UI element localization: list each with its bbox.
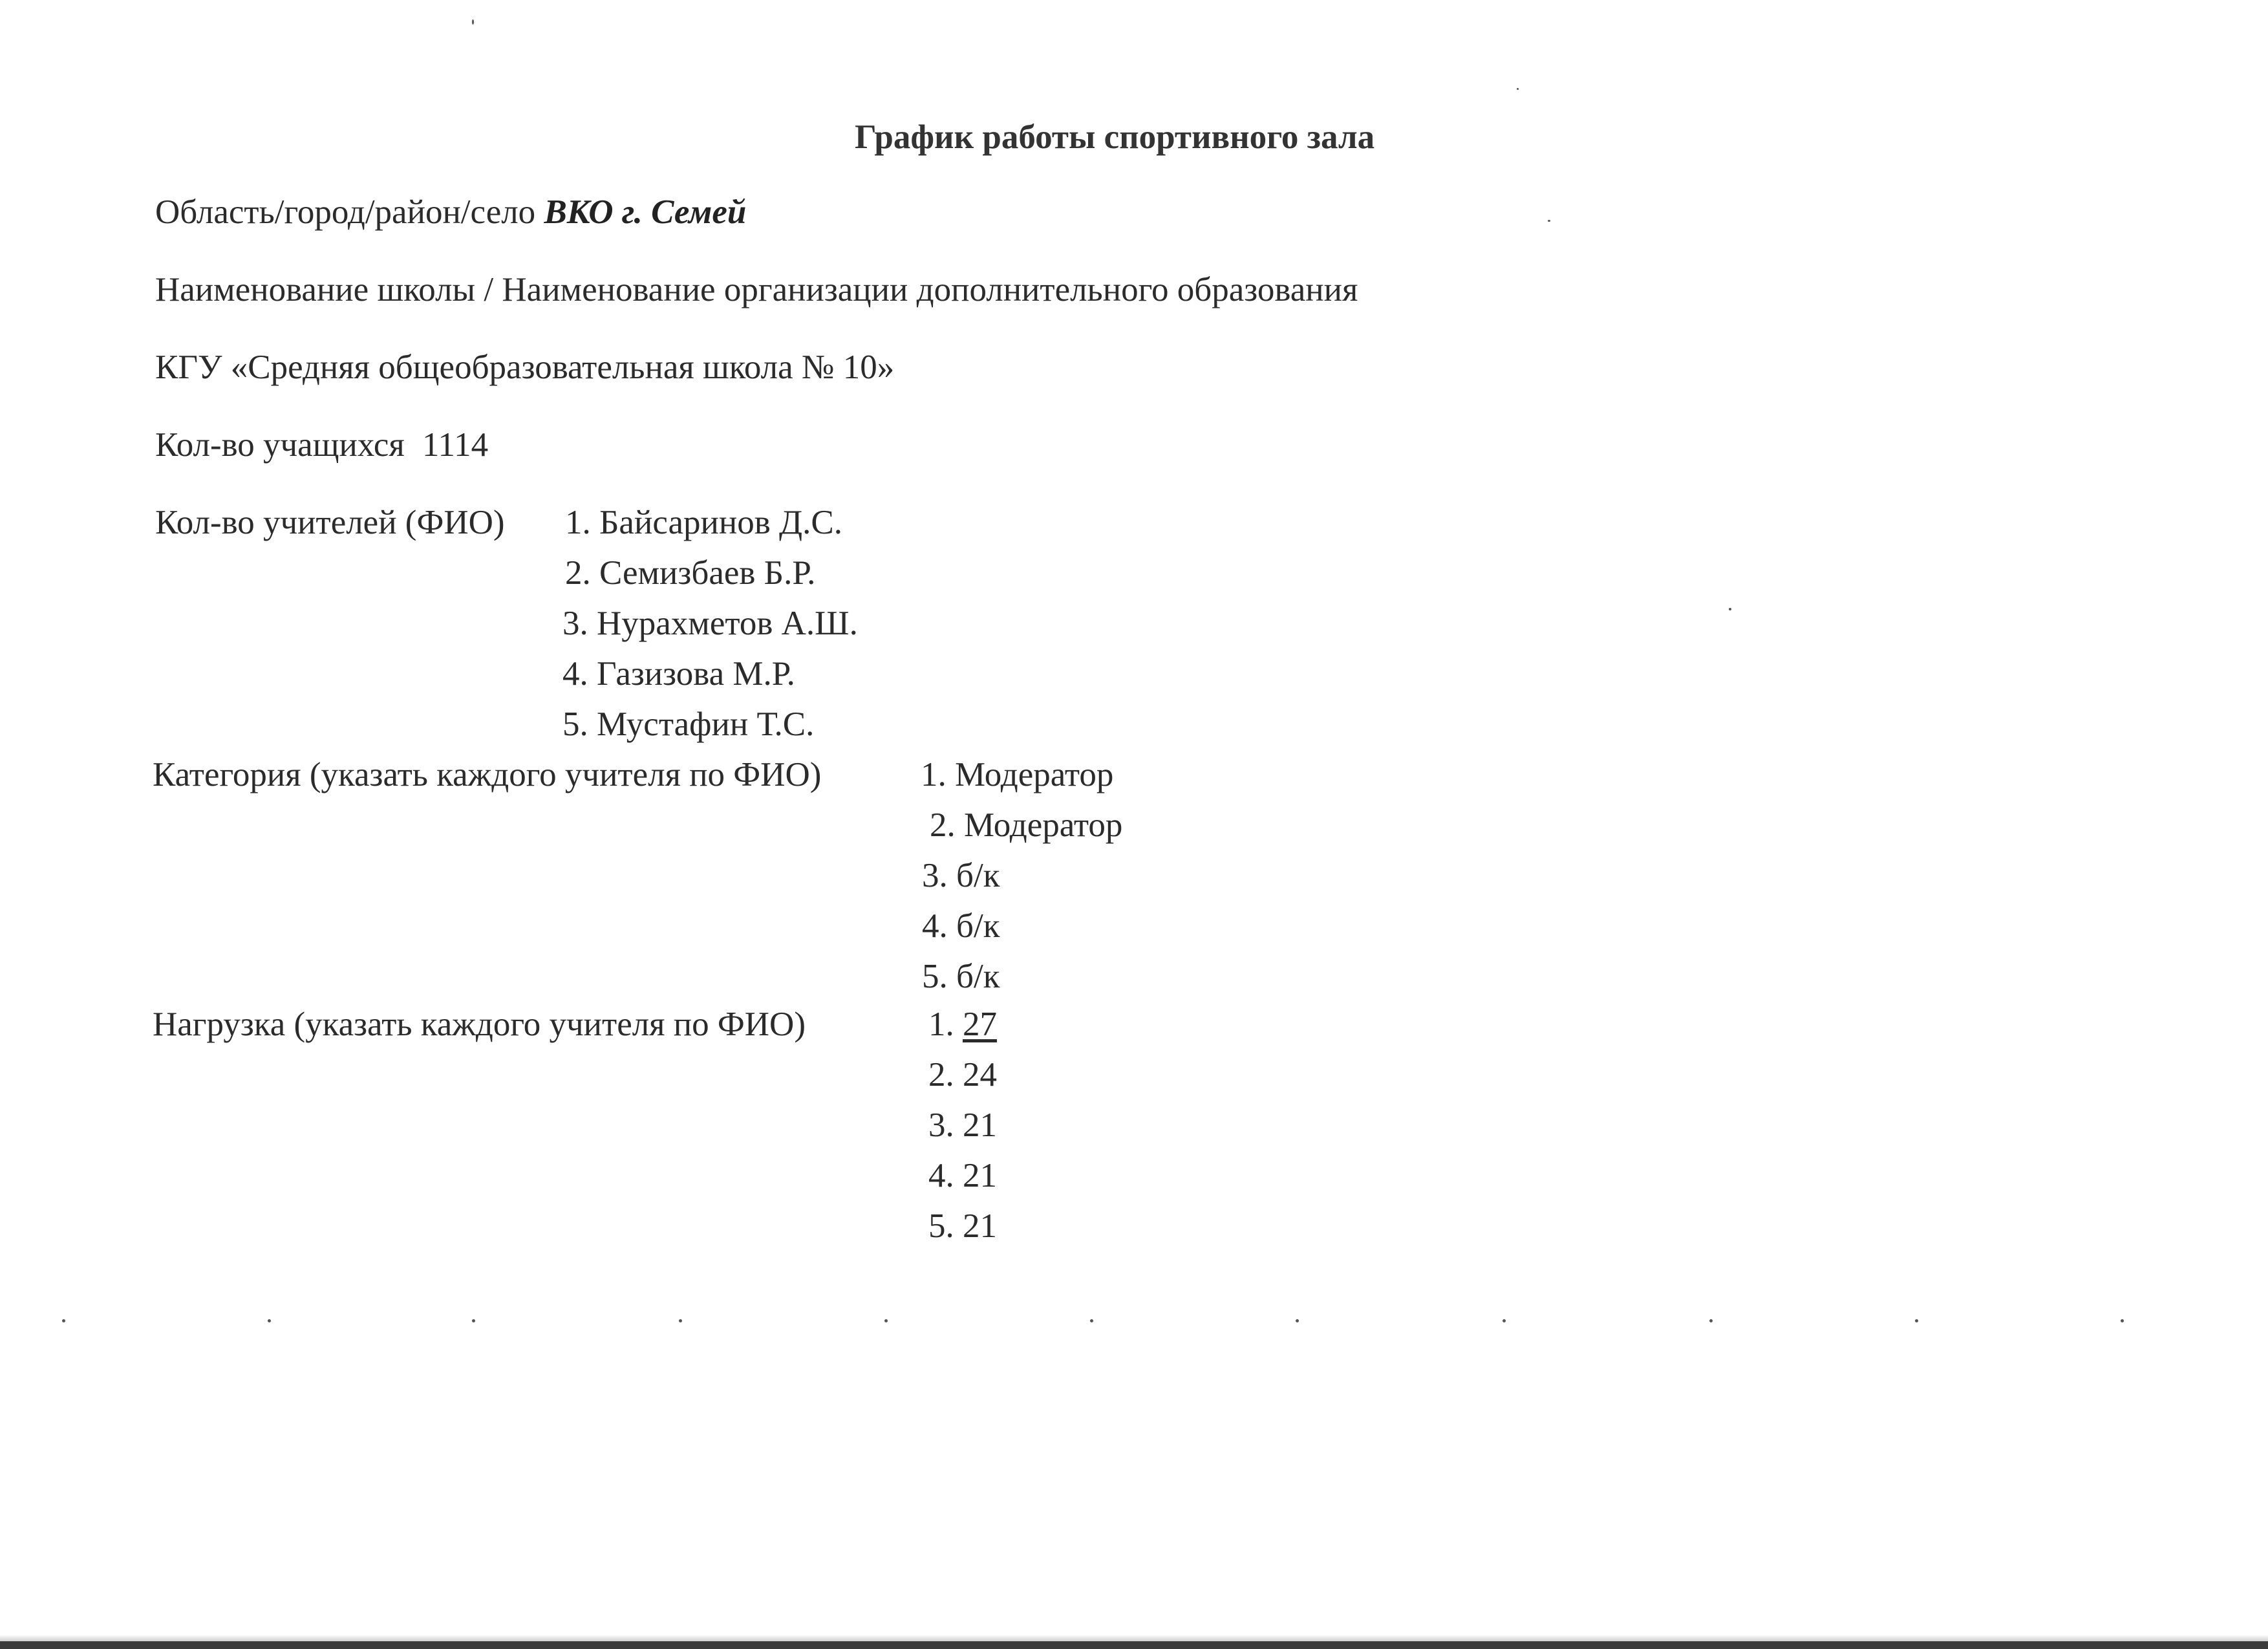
scan-dot [268,1319,271,1322]
scan-dot [1709,1319,1713,1322]
region-line [155,195,746,230]
scan-dot [1503,1319,1506,1322]
scan-bottom-edge [0,1635,2268,1641]
students-line [155,428,488,462]
students-value: 1114 [422,426,489,464]
region-label: Область/город/район/село [155,193,536,231]
scan-dot [1090,1319,1093,1322]
scan-dot [884,1319,888,1322]
category-item: 5. б/к [922,958,1000,995]
teacher-item: 4. Газизова М.Р. [562,655,795,693]
category-item: 4. б/к [922,907,1000,945]
region-value: ВКО г. Семей [544,193,747,231]
teacher-item: 3. Нурахметов А.Ш. [562,605,858,642]
load-item-number: 5. [928,1207,954,1245]
students-label: Кол-во учащихся [155,426,405,464]
load-item-number: 4. [928,1157,954,1194]
school-label: Наименование школы / Наименование организации дополнительного образования [155,271,1358,308]
load-item-number: 1. [928,1006,954,1043]
load-item [928,1209,997,1244]
scan-bottom-band [0,1641,2268,1649]
load-item [928,1159,997,1193]
teacher-item: 2. Семизбаев Б.Р. [565,554,816,592]
load-item-number: 2. [928,1056,954,1094]
scan-speck [1548,220,1550,222]
category-item: 2. Модератор [930,806,1123,844]
document-title: График работы спортивного зала [855,118,1375,156]
category-item: 3. б/к [922,857,1000,894]
scan-dot [1915,1319,1918,1322]
teacher-item: 1. Байсаринов Д.С. [565,504,843,541]
scan-dot [472,1319,475,1322]
scan-dot [62,1319,65,1322]
school-name: КГУ «Средняя общеобразовательная школа № 10» [155,349,895,386]
category-item: 1. Модератор [921,756,1114,793]
load-item-value: 21 [963,1106,997,1144]
load-item-value: 21 [963,1207,997,1245]
load-item-value: 27 [963,1006,997,1043]
scan-speck [1517,88,1519,90]
teacher-item: 5. Мустафин Т.С. [562,706,815,743]
scan-speck [472,19,474,25]
load-item-number: 3. [928,1106,954,1144]
scan-dot [2121,1319,2124,1322]
load-item [928,1108,997,1143]
load-item [928,1008,997,1042]
teachers-label: Кол-во учителей (ФИО) [155,504,505,541]
scan-dot [1296,1319,1299,1322]
load-item [928,1058,997,1092]
scan-dot [679,1319,682,1322]
load-item-value: 24 [963,1056,997,1094]
load-item-value: 21 [963,1157,997,1194]
load-label: Нагрузка (указать каждого учителя по ФИО) [153,1006,806,1043]
scan-speck [1729,608,1731,610]
category-label: Категория (указать каждого учителя по ФИО) [153,756,822,793]
